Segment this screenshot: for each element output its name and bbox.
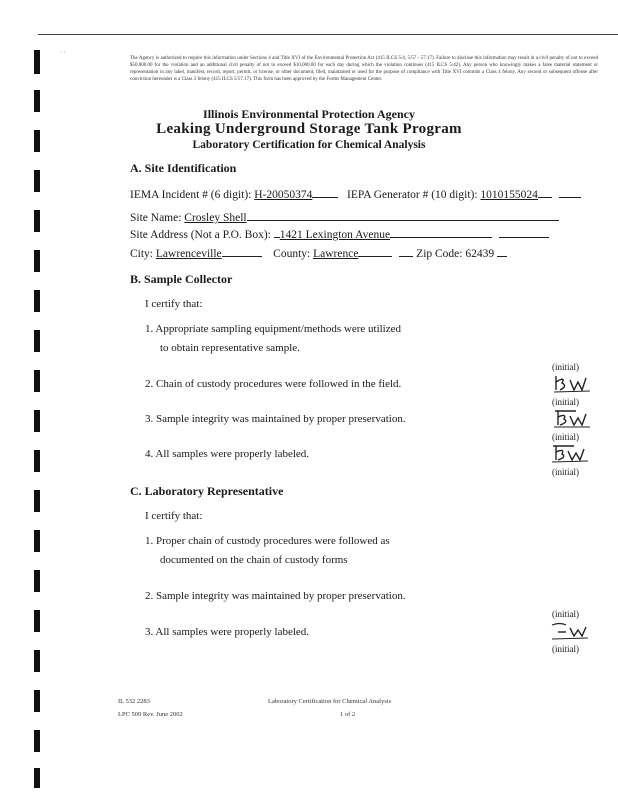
scan-edge-mark <box>34 210 40 232</box>
initial-label: (initial) <box>552 397 579 407</box>
section-a-heading: A. Site Identification <box>130 161 237 175</box>
section-b-item-2: 2. Chain of custody procedures were followed in the field. <box>145 378 402 390</box>
section-b-heading: B. Sample Collector <box>130 272 233 286</box>
iema-label: IEMA Incident # (6 digit): <box>130 189 252 201</box>
initial-label: (initial) <box>552 644 579 654</box>
scan-edge-mark <box>34 50 40 74</box>
section-c-certify: I certify that: <box>145 510 203 522</box>
scan-edge-mark <box>34 768 40 788</box>
section-b-item-4: 4. All samples were properly labeled. <box>145 448 310 460</box>
city-label: City: <box>130 248 154 260</box>
section-b-certify: I certify that: <box>145 298 203 310</box>
top-rule <box>38 34 618 35</box>
section-c-heading: C. Laboratory Representative <box>130 484 284 498</box>
scan-edge-mark <box>34 370 40 392</box>
city-county-zip-row <box>130 246 507 260</box>
initial-label: (initial) <box>552 609 579 619</box>
scan-edge-mark <box>34 290 40 312</box>
site-name-label: Site Name: <box>130 212 182 224</box>
site-address-row <box>130 227 549 241</box>
section-b-item-3: 3. Sample integrity was maintained by proper preservation. <box>145 413 406 425</box>
form-subtitle: Laboratory Certification for Chemical Analysis <box>192 139 426 151</box>
address-label: Site Address (Not a P.O. Box): <box>130 229 271 241</box>
initial-signature-b4 <box>550 442 590 464</box>
zip-label: Zip Code: <box>416 248 463 260</box>
initial-signature-c3 <box>550 619 590 641</box>
city-value: Lawrenceville <box>155 248 222 260</box>
section-b-item-1-cont: to obtain representative sample. <box>160 342 300 354</box>
scan-edge-mark <box>34 250 40 272</box>
county-value: Lawrence <box>313 248 359 260</box>
footer-page-number: 1 of 2 <box>340 711 356 718</box>
scan-edge-mark <box>34 170 40 192</box>
zip-value: 62439 <box>465 248 495 260</box>
initial-signature-b2 <box>552 372 592 394</box>
section-c-item-2: 2. Sample integrity was maintained by proper preservation. <box>145 590 406 602</box>
scan-edge-mark <box>34 450 40 472</box>
section-c-item-3: 3. All samples were properly labeled. <box>145 626 310 638</box>
footer-form-id: IL 532 2283 <box>118 698 150 705</box>
initial-label: (initial) <box>552 432 579 442</box>
scan-edge-mark <box>34 650 40 672</box>
generator-value: 1010155024 <box>480 189 538 201</box>
iema-value: H-20050374 <box>254 189 313 201</box>
section-c-item-1: 1. Proper chain of custody procedures were followed as <box>145 535 390 547</box>
scan-edge-mark <box>34 730 40 752</box>
section-b-item-1: 1. Appropriate sampling equipment/methods were utilized <box>145 323 401 335</box>
site-name-value: Crosley Shell <box>184 212 247 224</box>
footer-form-rev: LPC 509 Rev. June 2002 <box>118 711 183 718</box>
site-name-row <box>130 210 559 224</box>
iema-incident-row <box>130 187 581 201</box>
scan-edge-mark <box>34 570 40 592</box>
scan-speck: · · <box>60 50 66 56</box>
scan-edge-mark <box>34 530 40 552</box>
scan-edge-mark <box>34 490 40 512</box>
initial-label: (initial) <box>552 467 579 477</box>
program-title: Leaking Underground Storage Tank Program <box>156 121 462 137</box>
address-value: 1421 Lexington Avenue <box>279 229 391 241</box>
footer-form-title: Laboratory Certification for Chemical Analysis <box>268 698 392 705</box>
initial-signature-b3 <box>552 407 592 429</box>
county-label: County: <box>273 248 311 260</box>
generator-label: IEPA Generator # (10 digit): <box>347 189 478 201</box>
section-c-item-1-cont: documented on the chain of custody forms <box>160 554 348 566</box>
legal-notice: The Agency is authorized to require this information under Sections 4 and Title XVI of the Environmental Protection Act (415 ILCS 5/4, 5/57 - 57.17). Failure to disclose this information may result in a civil penalty of not to exceed $50,000.00 for the violation and an additional civil penalty of not to exceed $10,000.00 for each day during which the violation continues (415 ILCS 5/42). Any person who knowingly makes a false material statement or representation in any label, manifest, record, report, permit, or license, or other document, filed, maintained or used for the purpose of compliance with Title XVI commits a Class 4 felony. Any second or subsequent offense after conviction hereunder is a Class 3 felony (415 ILCS 5/57.17). This form has been approved by the Forms Management Center. <box>130 56 598 82</box>
scan-edge-mark <box>34 330 40 352</box>
initial-label: (initial) <box>552 362 579 372</box>
scan-edge-mark <box>34 610 40 632</box>
agency-title: Illinois Environmental Protection Agency <box>203 107 415 121</box>
scan-edge-mark <box>34 690 40 712</box>
scan-edge-mark <box>34 410 40 432</box>
